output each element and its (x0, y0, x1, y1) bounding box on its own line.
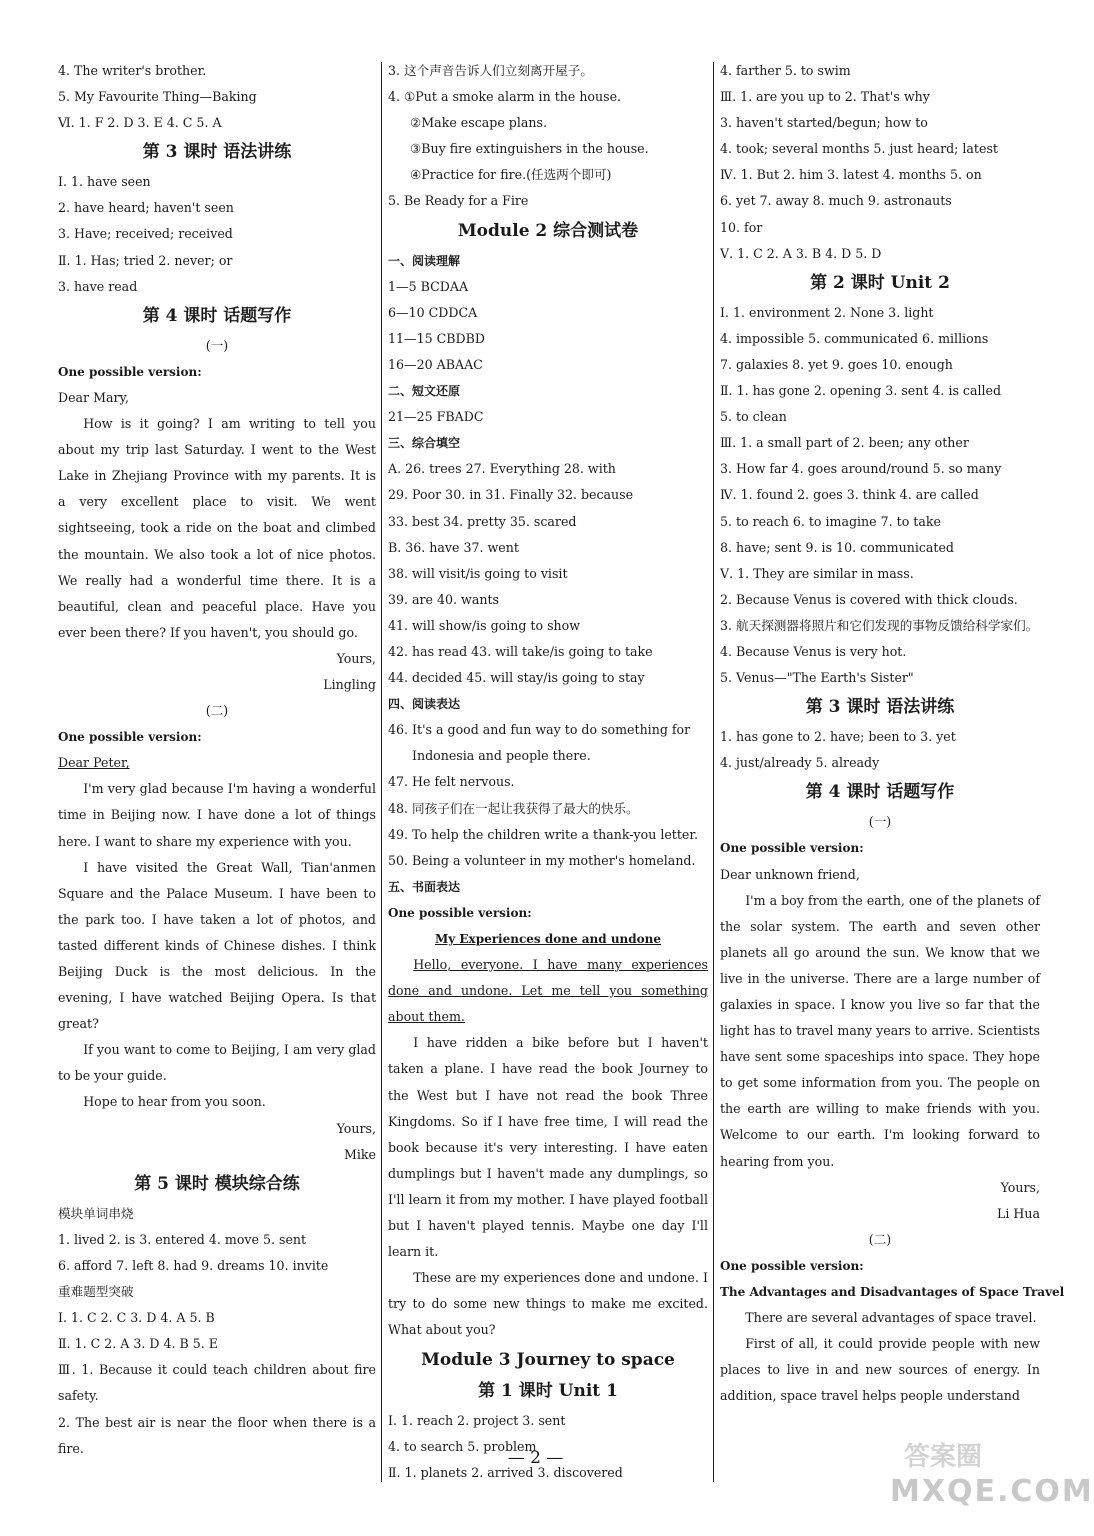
answer-line: 41. will show/is going to show (388, 617, 580, 633)
answer-line: 4. just/already 5. already (720, 755, 880, 771)
answer-line: 2. have heard; haven't seen (58, 200, 234, 216)
answer-line: ④Practice for fire.(任选两个即可) (410, 167, 612, 183)
signature-line: Yours, (1000, 1179, 1040, 1195)
signature-line: Yours, (336, 650, 376, 666)
paragraph: Hello, everyone. I have many experiences done and undone. Let me tell you something about them. (388, 957, 708, 1025)
section-heading: 第 5 课时 模块综合练 (134, 1173, 300, 1194)
section-heading: Module 2 综合测试卷 (457, 220, 639, 241)
answer-line: Ⅲ. 1. are you up to 2. That's why (720, 89, 930, 105)
answer-line: 3. 这个声音告诉人们立刻离开屋子。 (388, 63, 593, 78)
answer-line: 39. are 40. wants (388, 591, 499, 607)
paragraph: 2. The best air is near the floor when there is a fire. (58, 1414, 376, 1456)
answer-line: Ⅳ. 1. But 2. him 3. latest 4. months 5. on (720, 167, 982, 183)
paragraph: I'm very glad because I'm having a wonderful time in Beijing now. I have done a lot of things here. I want to share my experience with you. (58, 781, 376, 849)
signature-line: Mike (343, 1146, 376, 1162)
answer-line: 6—10 CDDCA (388, 304, 478, 320)
answer-line: 44. decided 45. will stay/is going to stay (388, 670, 645, 686)
answer-line: A. 26. trees 27. Everything 28. with (388, 461, 616, 477)
paragraph: Ⅲ. 1. Because it could teach children about fire safety. (58, 1362, 376, 1404)
answer-line: 4. took; several months 5. just heard; latest (720, 141, 998, 157)
paragraph: First of all, it could provide people with new places to live in and new sources of energy. In addition, space travel helps people understand (720, 1336, 1040, 1404)
answer-line: Dear unknown friend, (720, 866, 860, 882)
label: The Advantages and Disadvantages of Space Travel (720, 1285, 1065, 1300)
column-right (720, 58, 1065, 1410)
answer-line: 6. afford 7. left 8. had 9. dreams 10. invite (58, 1257, 329, 1273)
answer-line: 49. To help the children write a thank-you letter. (388, 826, 699, 842)
label: 二、短文还原 (388, 384, 461, 399)
answer-line: 8. have; sent 9. is 10. communicated (720, 539, 954, 555)
page-number: — 2 — (507, 1448, 564, 1468)
answer-line: Ⅱ. 1. has gone 2. opening 3. sent 4. is called (720, 383, 1002, 399)
answer-line: 3. have read (58, 278, 138, 294)
label: One possible version: (58, 730, 202, 745)
label: 四、阅读表达 (388, 697, 461, 712)
paragraph: I'm a boy from the earth, one of the planets of the solar system. The earth and seven other planets all go around the sun. We know that we live in the universe. There are a large number of galaxies in space. I know you live so far that the light has to travel many years to arrive. Scientists have sent some spaceships into space. They hope to get some information from you. The people on the earth are willing to make friends with you. Welcome to our earth. I'm looking forward to hearing from you. (720, 892, 1040, 1169)
answer-line: Ⅲ. 1. a small part of 2. been; any other (720, 435, 969, 451)
answer-line: Ⅱ. 1. planets 2. arrived 3. discovered (388, 1464, 623, 1480)
signature-line: Li Hua (997, 1205, 1040, 1221)
answer-line: Ⅴ. 1. C 2. A 3. B 4. D 5. D (720, 245, 882, 261)
answer-line: 4. impossible 5. communicated 6. millions (720, 330, 989, 346)
column-divider (713, 62, 714, 1482)
label: 三、综合填空 (388, 436, 461, 451)
answer-line: ②Make escape plans. (410, 115, 547, 131)
answer-line: 38. will visit/is going to visit (388, 565, 568, 581)
answer-line: 46. It's a good and fun way to do something for (388, 722, 691, 738)
answer-line: 4. ①Put a smoke alarm in the house. (388, 89, 622, 105)
paragraph: 3. 航天探测器将照片和它们发现的事物反馈给科学家们。 (720, 617, 1039, 633)
answer-line: Ⅱ. 1. Has; tried 2. never; or (58, 252, 233, 268)
answer-line: Dear Peter, (58, 755, 130, 771)
answer-line: 5. My Favourite Thing—Baking (58, 89, 257, 105)
answer-line: 5. Venus—"The Earth's Sister" (720, 670, 914, 686)
section-heading: 第 2 课时 Unit 2 (810, 272, 950, 293)
answer-line: 11—15 CBDBD (388, 330, 485, 346)
answer-line: 5. to reach 6. to imagine 7. to take (720, 513, 941, 529)
label: One possible version: (720, 1258, 864, 1273)
paragraph: If you want to come to Beijing, I am very glad to be your guide. (58, 1042, 376, 1084)
signature-line: Lingling (323, 676, 376, 692)
section-heading: 第 3 课时 语法讲练 (805, 697, 955, 718)
answer-line: Indonesia and people there. (412, 748, 591, 764)
answer-line: Ⅰ. 1. C 2. C 3. D 4. A 5. B (58, 1310, 215, 1326)
answer-line: Ⅴ. 1. They are similar in mass. (720, 565, 914, 581)
answer-line: 5. Be Ready for a Fire (388, 193, 529, 209)
answer-line: 4. Because Venus is very hot. (720, 643, 907, 659)
part-marker: (一) (868, 814, 892, 830)
answer-line: 48. 同孩子们在一起让我获得了最大的快乐。 (388, 800, 639, 816)
answer-line: Ⅱ. 1. C 2. A 3. D 4. B 5. E (58, 1336, 218, 1352)
answer-line: 1. has gone to 2. have; been to 3. yet (720, 729, 956, 745)
answer-line: Dear Mary, (58, 389, 129, 405)
paragraph: How is it going? I am writing to tell you about my trip last Saturday. I went to the West Lake in Zhejiang Province with my parents. It is a very excellent place to visit. We went sightseeing, took a ride on the boat and climbed the mountain. We also took a lot of nice photos. We really had a wonderful time there. It is a beautiful, clean and peaceful place. Have you ever been there? If you haven't, you should go. (58, 416, 376, 640)
answer-line: 47. He felt nervous. (388, 774, 515, 790)
part-marker: (一) (205, 337, 229, 353)
answer-line: 3. haven't started/begun; how to (720, 115, 928, 131)
answer-line: 33. best 34. pretty 35. scared (388, 513, 577, 529)
answer-line: 16—20 ABAAC (388, 356, 483, 372)
answer-line: 2. Because Venus is covered with thick clouds. (720, 591, 1018, 607)
paragraph: I have visited the Great Wall, Tian'anmen Square and the Palace Museum. I have been to the park too. I have taken a lot of photos, and tasted different kinds of Chinese dishes. I think Beijing Duck is the most delicious. In the evening, I have watched Beijing Opera. Is that great? (58, 859, 376, 1032)
answer-line: 42. has read 43. will take/is going to take (388, 643, 653, 659)
answer-line: 重难题型突破 (58, 1284, 134, 1300)
answer-line: Ⅰ. 1. environment 2. None 3. light (720, 304, 934, 320)
answer-line: 21—25 FBADC (388, 409, 484, 425)
answer-line: 4. The writer's brother. (58, 63, 207, 78)
section-heading: 第 4 课时 话题写作 (142, 305, 292, 326)
answer-line: Ⅰ. 1. reach 2. project 3. sent (388, 1412, 566, 1428)
watermark-cn: 答案圈 (904, 1442, 983, 1472)
column-middle (388, 58, 708, 1486)
label: One possible version: (388, 905, 532, 920)
label: One possible version: (720, 841, 864, 856)
answer-line: 50. Being a volunteer in my mother's homeland. (388, 852, 696, 868)
watermark-logo (890, 1428, 1094, 1528)
paragraph: Hope to hear from you soon. (83, 1094, 266, 1110)
paragraph: There are several advantages of space travel. (745, 1310, 1037, 1326)
answer-line: B. 36. have 37. went (388, 539, 519, 555)
answer-line: 10. for (720, 219, 763, 235)
composition-title: My Experiences done and undone (434, 932, 662, 946)
section-heading: 第 1 课时 Unit 1 (478, 1380, 618, 1401)
answer-line: 6. yet 7. away 8. much 9. astronauts (720, 193, 952, 209)
answer-line: ③Buy fire extinguishers in the house. (410, 141, 649, 157)
column-divider (381, 62, 382, 1482)
answer-line: 4. farther 5. to swim (720, 63, 851, 78)
part-marker: (二) (868, 1231, 892, 1247)
answer-line: Ⅰ. 1. have seen (58, 174, 151, 190)
answer-line: 29. Poor 30. in 31. Finally 32. because (388, 487, 634, 503)
answer-line: 4. to search 5. problem (388, 1438, 537, 1454)
paragraph: These are my experiences done and undone. I try to do some new things to make me excited. What about you? (388, 1270, 708, 1338)
answer-line: 3. How far 4. goes around/round 5. so many (720, 461, 1002, 477)
answer-line: 3. Have; received; received (58, 226, 233, 242)
answer-line: Ⅳ. 1. found 2. goes 3. think 4. are called (720, 487, 979, 503)
watermark-en: MXQE.COM (890, 1474, 1094, 1509)
section-heading: 第 4 课时 话题写作 (805, 782, 955, 803)
signature-line: Yours, (336, 1120, 376, 1136)
answer-line: 7. galaxies 8. yet 9. goes 10. enough (720, 356, 953, 372)
answer-line: 1—5 BCDAA (388, 278, 469, 294)
answer-line: 1. lived 2. is 3. entered 4. move 5. sent (58, 1231, 307, 1247)
column-left (58, 58, 376, 1462)
section-heading: Module 3 Journey to space (421, 1349, 675, 1370)
section-heading: 第 3 课时 语法讲练 (142, 142, 292, 163)
part-marker: (二) (205, 703, 229, 719)
label: 五、书面表达 (388, 879, 461, 894)
paragraph: I have ridden a bike before but I haven't taken a plane. I have read the book Journey to the West but I have not read the book Three Kingdoms. So if I have free time, I will read the book because it's very interesting. I have eaten dumplings but I haven't made any dumplings, so I'll learn it from my mother. I have played football but I haven't played tennis. Maybe one day I'll learn it. (388, 1035, 708, 1260)
label: One possible version: (58, 364, 202, 379)
answer-line: 5. to clean (720, 409, 787, 425)
label: 一、阅读理解 (388, 253, 461, 268)
answer-line: Ⅵ. 1. F 2. D 3. E 4. C 5. A (58, 115, 222, 131)
answer-line: 模块单词串烧 (58, 1205, 134, 1221)
